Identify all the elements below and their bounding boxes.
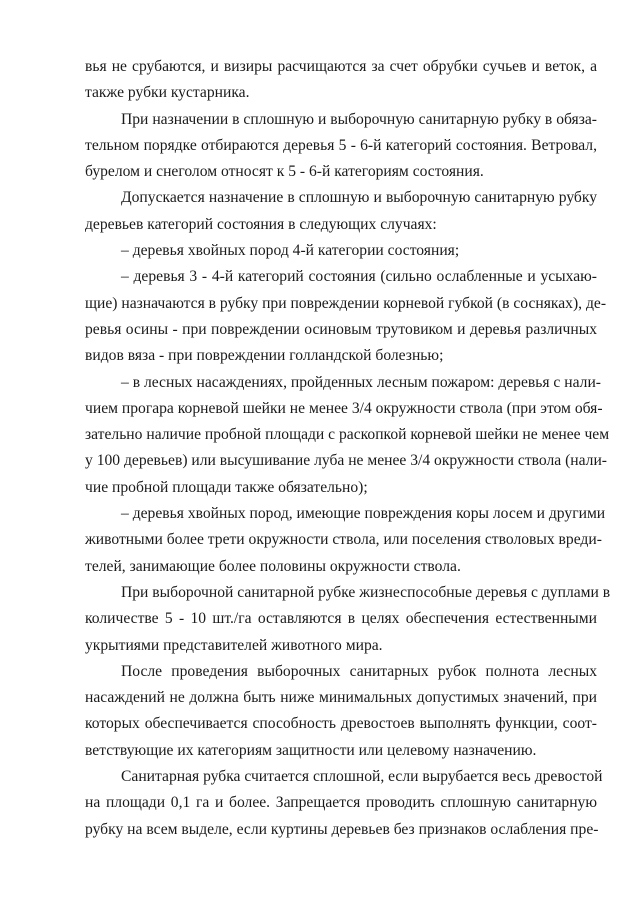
text-line: насаждений не должна быть ниже минимальных допустимых значений, при: [85, 689, 597, 707]
text-line: количестве 5 - 10 шт./га оставляются в целях обеспечения естественными: [85, 610, 597, 628]
text-line: телей, занимающие более половины окружности ствола.: [85, 557, 461, 575]
text-line: зательно наличие пробной площади с раскопкой корневой шейки не менее чем: [85, 426, 610, 444]
text-line: Санитарная рубка считается сплошной, если вырубается весь древостой: [121, 768, 603, 786]
text-line: чие пробной площади также обязательно);: [85, 478, 368, 496]
body-text: [85, 54, 611, 843]
text-line: При назначении в сплошную и выборочную санитарную рубку в обяза-: [121, 110, 597, 128]
text-line: чием прогара корневой шейки не менее 3/4 окружности ствола (при этом обя-: [85, 399, 603, 417]
text-line: деревьев категорий состояния в следующих случаях:: [85, 215, 437, 233]
text-line: бурелом и снеголом относят к 5 - 6-й категориям состояния.: [85, 163, 484, 181]
text-line: ревья осины - при повреждении осиновым трутовиком и деревья различных: [85, 320, 597, 338]
text-line: тельном порядке отбираются деревья 5 - 6-й категорий состояния. Ветровал,: [85, 136, 597, 154]
text-line: которых обеспечивается способность древостоев выполнять функции, соот-: [85, 715, 597, 733]
text-line: При выборочной санитарной рубке жизнеспособные деревья с дуплами в: [121, 583, 611, 601]
text-line: на площади 0,1 га и более. Запрещается проводить сплошную санитарную: [85, 794, 597, 812]
text-line: ветствующие их категориям защитности или целевому назначению.: [85, 741, 537, 759]
text-line: видов вяза - при повреждении голландской болезнью;: [85, 347, 444, 365]
text-line: – деревья хвойных пород, имеющие повреждения коры лосем и другими: [121, 505, 606, 523]
text-line: у 100 деревьев) или высушивание луба не менее 3/4 окружности ствола (нали-: [85, 452, 608, 470]
text-line: также рубки кустарника.: [85, 84, 250, 102]
text-line: щие) назначаются в рубку при повреждении корневой губкой (в сосняках), де-: [85, 294, 607, 312]
text-line: животными более трети окружности ствола, или поселения стволовых вреди-: [85, 531, 602, 549]
text-line: Допускается назначение в сплошную и выборочную санитарную рубку: [121, 189, 597, 207]
text-line: рубку на всем выделе, если куртины деревьев без признаков ослабления пре-: [85, 820, 599, 838]
text-line: – деревья хвойных пород 4-й категории состояния;: [121, 242, 460, 260]
text-line: После проведения выборочных санитарных рубок полнота лесных: [121, 662, 597, 680]
text-line: вья не срубаются, и визиры расчищаются за счет обрубки сучьев и веток, а: [85, 58, 597, 75]
text-line: – в лесных насаждениях, пройденных лесным пожаром: деревья с нали-: [121, 373, 601, 391]
text-line: – деревья 3 - 4-й категорий состояния (сильно ослабленные и усыхаю-: [121, 268, 597, 286]
text-line: укрытиями представителей животного мира.: [85, 636, 383, 654]
